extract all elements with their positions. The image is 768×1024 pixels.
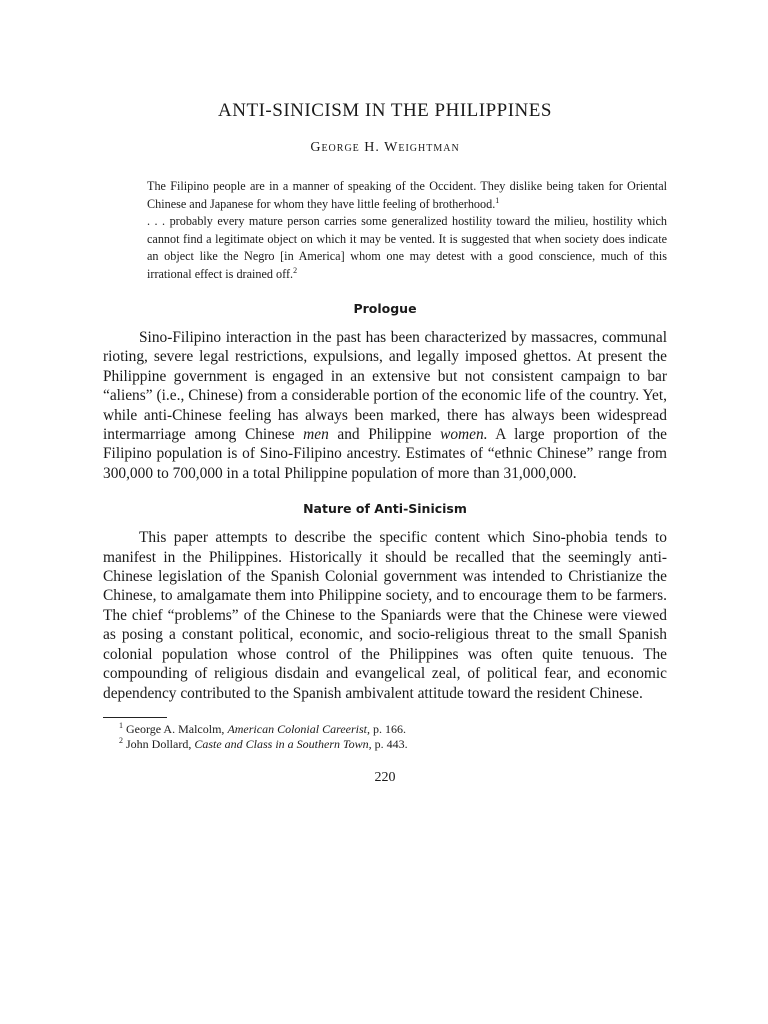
prologue-emphasis-women: women. xyxy=(440,426,488,444)
prologue-emphasis-men: men xyxy=(303,426,329,444)
footnote-number: 1 xyxy=(119,720,123,730)
footnote-number: 2 xyxy=(119,735,123,745)
footnote-1 xyxy=(119,722,667,737)
epigraph-quote-1-text: The Filipino people are in a manner of speaking of the Occident. They dislike being taken for Oriental Chinese and Japanese for whom they have little feeling of brotherhood. xyxy=(147,179,667,211)
footnote-ref-1: 1 xyxy=(495,195,500,205)
prologue-text-1: Sino-Filipino interaction in the past has been characterized by massacres, communal rioting, severe legal restrictions, expulsions, and legally imposed ghettos. At present the Philippine government is engaged in an extensive but not consistent campaign to bar “aliens” (i.e., Chinese) from a considerable portion of the economic life of the country. Yet, while anti-Chinese feeling has always been marked, there has always been widespread intermarriage among Chinese xyxy=(103,329,667,444)
epigraph xyxy=(147,178,667,283)
footnotes xyxy=(119,722,667,752)
prologue-text-3: A large proportion of the Filipino population is of Sino-Filipino ancestry. Estimates of “ethnic Chinese” range from 300,000 to 700,000 in a total Philippine population of more than 31,000,000. xyxy=(103,426,668,482)
footnote-author: George A. Malcolm, xyxy=(126,721,228,736)
prologue-text-2: and Philippine xyxy=(328,426,441,444)
epigraph-quote-2 xyxy=(147,213,667,283)
nature-paragraph: This paper attempts to describe the specific content which Sino-phobia tends to manifest in the Philippines. Historically it should be recalled that the seemingly anti-Chinese legislation of the Spanish Colonial government was intended to Christianize the Chinese, to amalgamate them into Philippine society, and to encourage them to be farmers. The chief “problems” of the Chinese to the Spaniards were that the Chinese were viewed as posing a constant political, economic, and socio-religious threat to the small Spanish colonial population whose control of the Philippines was often quite tenuous. The compounding of religious disdain and evangelical zeal, of political fear, and economic dependency contributed to the Spanish ambivalent attitude toward the resident Chinese. xyxy=(103,529,667,702)
article-title: ANTI-SINICISM IN THE PHILIPPINES xyxy=(218,100,552,121)
section-heading-nature: Nature of Anti-Sinicism xyxy=(303,501,467,517)
footnote-divider xyxy=(103,717,167,718)
footnote-page: p. 443. xyxy=(371,736,408,751)
footnote-work: Caste and Class in a Southern Town, xyxy=(194,736,372,751)
article-author: George H. Weightman xyxy=(310,140,460,155)
prologue-paragraph xyxy=(103,328,667,483)
footnote-2 xyxy=(119,737,667,752)
footnote-author: John Dollard, xyxy=(126,736,195,751)
epigraph-quote-1 xyxy=(147,178,667,213)
page-number: 220 xyxy=(374,769,396,785)
footnote-ref-2: 2 xyxy=(293,265,298,275)
footnote-work: American Colonial Careerist, xyxy=(227,721,370,736)
journal-page xyxy=(103,100,667,786)
epigraph-quote-2-text: . . . probably every mature person carries some generalized hostility toward the milieu, hostility which cannot find a legitimate object on which it may be vented. It is suggested that when society does indicate an object like the Negro [in America] whom one may detest with a good conscience, much of this irrational effect is drained off. xyxy=(147,214,667,281)
section-heading-prologue: Prologue xyxy=(353,301,417,316)
footnote-page: p. 166. xyxy=(369,721,406,736)
